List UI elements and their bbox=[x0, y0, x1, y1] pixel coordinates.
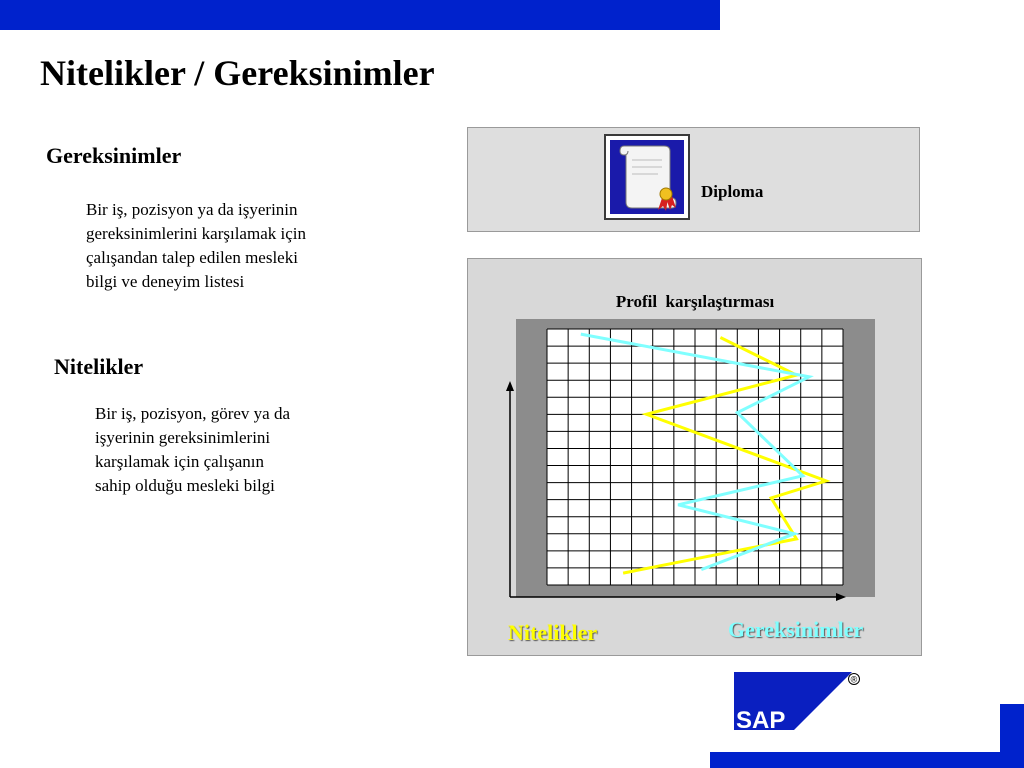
qualifications-line: işyerinin gereksinimlerini bbox=[95, 428, 271, 447]
diploma-panel bbox=[467, 127, 920, 232]
qualifications-line: karşılamak için çalışanın bbox=[95, 452, 264, 471]
requirements-line: bilgi ve deneyim listesi bbox=[86, 272, 245, 291]
diploma-label: Diploma bbox=[701, 182, 764, 201]
qualifications-line: Bir iş, pozisyon, görev ya da bbox=[95, 404, 290, 423]
bottom-accent-bar bbox=[710, 752, 1024, 768]
qualifications-heading: Nitelikler bbox=[54, 354, 144, 379]
qualifications-line: sahip olduğu mesleki bilgi bbox=[95, 476, 275, 495]
legend-qualifications: Nitelikler bbox=[508, 620, 598, 645]
requirements-line: çalışandan talep edilen mesleki bbox=[86, 248, 298, 267]
registered-mark: ® bbox=[850, 674, 858, 685]
sap-logo-text: SAP bbox=[736, 707, 786, 730]
chart-title: Profil karşılaştırması bbox=[615, 292, 775, 311]
legend-requirements: Gereksinimler bbox=[728, 617, 864, 642]
requirements-description bbox=[86, 198, 306, 294]
requirements-line: gereksinimlerini karşılamak için bbox=[86, 224, 306, 243]
qualifications-description bbox=[95, 402, 290, 498]
diploma-scroll-icon bbox=[610, 140, 684, 214]
chart-canvas bbox=[468, 259, 923, 657]
profile-comparison-chart bbox=[467, 258, 922, 656]
page-title: Nitelikler / Gereksinimler bbox=[40, 53, 435, 93]
top-accent-bar bbox=[0, 0, 720, 30]
y-axis-arrow-icon bbox=[506, 381, 514, 391]
requirements-line: Bir iş, pozisyon ya da işyerinin bbox=[86, 200, 298, 219]
diploma-image bbox=[604, 134, 690, 220]
requirements-heading: Gereksinimler bbox=[46, 143, 182, 168]
sap-logo bbox=[734, 672, 862, 730]
